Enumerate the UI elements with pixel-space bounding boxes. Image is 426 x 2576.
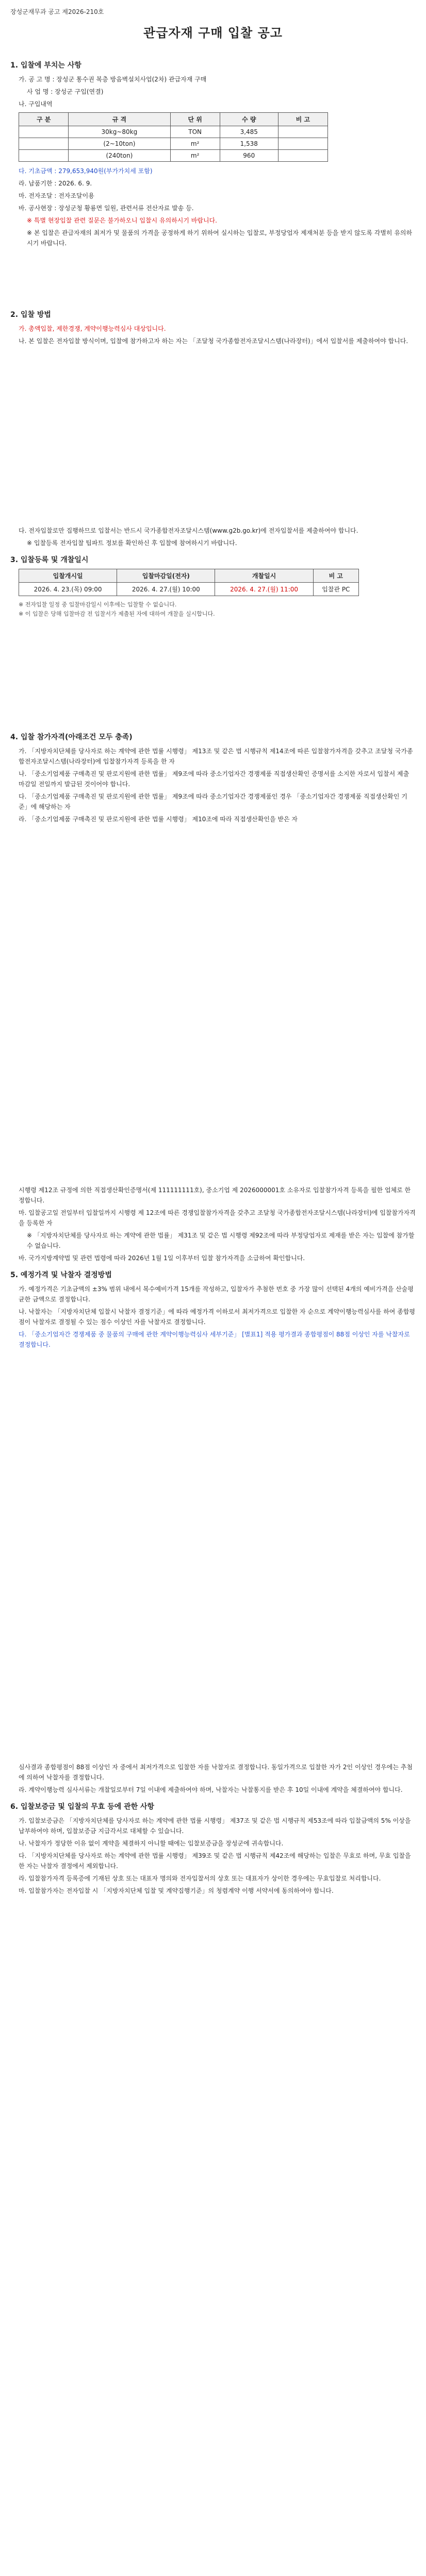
qualification-c: 다. 「중소기업제품 구매촉진 및 판로지원에 관한 법률」 제9조에 따라 중소기업자간 경쟁제품인 경우 「중소기업자간 경쟁제품 직접생산확인 기준」에 해당하는 자 bbox=[19, 793, 407, 810]
project-name: 사 업 명 : 장성군 구입(연결) bbox=[27, 88, 104, 95]
page-title: 관급자재 구매 입찰 공고 bbox=[143, 26, 283, 40]
purchase-table bbox=[19, 112, 328, 162]
notice-name: 가. 공 고 명 : 장성군 통수권 복층 방음벽설치사업(2차) 관급자재 구매 bbox=[19, 76, 207, 83]
contract-deadline: 라. 계약이행능력 심사서류는 개찰일로부터 7일 이내에 제출하여야 하며, 낙찰자는 낙찰통지를 받은 후 10일 이내에 계약을 체결하여야 합니다. bbox=[19, 1786, 403, 1793]
bid-method: 나. 본 입찰은 전자입찰 방식이며, 입찰에 참가하고자 하는 자는 「조달청 국가종합전자조달시스템(나라장터)」에서 입찰서를 제출하여야 합니다. bbox=[19, 337, 408, 345]
section-4 bbox=[10, 732, 416, 826]
section-2-heading: 2. 입찰 방법 bbox=[10, 311, 51, 319]
delivery-deadline: 라. 납품기한 : 2026. 6. 9. bbox=[19, 180, 92, 187]
purchase-detail-label: 나. 구입내역 bbox=[19, 100, 53, 108]
evaluation-standard: 다. 「중소기업자간 경쟁제품 중 물품의 구매에 관한 계약이행능력심사 세부기준」 [별표1] 적용 평가결과 종합평점이 88점 이상인 자를 낙찰자로 결정합니다. bbox=[19, 1331, 410, 1348]
qualification-f: 바. 국가지방계약법 및 관련 법령에 따라 2026년 1월 1일 이후부터 입찰 참가자격을 소급하여 확인합니다. bbox=[19, 1255, 305, 1262]
notice-note: ※ 본 입찰은 관급자재의 최저가 및 물품의 가격을 공정하게 하기 위하여 실시하는 입찰로, 부정당업자 제재처분 등을 받지 않도록 각별히 유의하시기 바랍니다. bbox=[27, 229, 413, 247]
table-row: 30kg~80kg TON 3,485 bbox=[19, 126, 328, 138]
schedule-note-1: ※ 전자입찰 일정 중 입찰마감일시 이후에는 입찰할 수 없습니다. bbox=[19, 601, 177, 608]
section-1 bbox=[10, 60, 416, 250]
col-header: 수 량 bbox=[220, 113, 278, 126]
invalid-name: 라. 입찰참가자격 등록증에 기재된 상호 또는 대표자 명의와 전자입찰서의 상호 또는 대표자가 상이한 경우에는 무효입찰로 처리합니다. bbox=[19, 1875, 381, 1882]
qualification-b: 나. 「중소기업제품 구매촉진 및 판로지원에 관한 법률」 제9조에 따라 중소기업자간 경쟁제품 직접생산확인 증명서를 소지한 자로서 입찰서 제출 마감일 전일까지 발급된 것이어야 합니다. bbox=[19, 770, 409, 788]
e-procurement: 마. 전자조달 : 전자조달이용 bbox=[19, 192, 94, 199]
base-amount: 다. 기초금액 : 279,653,940원(부가가치세 포함) bbox=[19, 167, 153, 175]
section-2 bbox=[10, 309, 416, 348]
bid-bond: 가. 입찰보증금은 「지방자치단체를 당사자로 하는 계약에 관한 법률 시행령」 제37조 및 같은 법 시행규칙 제53조에 따라 입찰금액의 5% 이상을 납부하여야 하며, 입찰보증금 지급각서로 대체할 수 있습니다. bbox=[19, 1817, 411, 1835]
warning-note: ※ 특별 현장입찰 관련 질문은 불가하오니 입찰시 유의하시기 바랍니다. bbox=[27, 217, 217, 224]
qualification-d: 라. 「중소기업제품 구매촉진 및 판로지원에 관한 법률 시행령」 제10조에 따라 직접생산확인을 받은 자 bbox=[19, 816, 298, 823]
evaluation-result: 심사결과 종합평점이 88점 이상인 자 중에서 최저가격으로 입찰한 자를 낙찰자로 결정합니다. 동일가격으로 입찰한 자가 2인 이상인 경우에는 추첨에 의하여 낙찰자를 결정합니다. bbox=[19, 1764, 413, 1781]
section-5 bbox=[10, 1185, 416, 1352]
schedule-table: 입찰개시일 입찰마감일(전자) 개찰일시 비 고 2026. 4. 23.(목) 09:00 2026. 4. 27.(월) 10:00 2026. 4. 27.(월) 11:00 입찰관 PC bbox=[19, 569, 359, 596]
invalid-bid: 다. 「지방자치단체를 당사자로 하는 계약에 관한 법률 시행령」 제39조 및 같은 법 시행규칙 제42조에 해당하는 입찰은 무효로 하며, 무효 입찰을 한 자는 낙찰자 결정에서 제외합니다. bbox=[19, 1852, 411, 1870]
col-header: 단 위 bbox=[170, 113, 220, 126]
section-3-heading: 3. 입찰등록 및 개찰일시 bbox=[10, 556, 89, 564]
site-info: 바. 공사현장 : 장성군청 황룡면 일원, 관련서류 전산자료 발송 등. bbox=[19, 205, 194, 212]
section-1-heading: 1. 입찰에 부치는 사항 bbox=[10, 61, 81, 70]
section-4-heading: 4. 입찰 참가자격(아래조건 모두 충족) bbox=[10, 733, 133, 741]
qualification-a: 가. 「지방자치단체를 당사자로 하는 계약에 관한 법률 시행령」 제13조 및 같은 법 시행규칙 제14조에 따른 입찰참가자격을 갖추고 조달청 국가종합전자조달시스템(나라장터)에 입찰참가자격 등록을 한 자 bbox=[19, 748, 413, 765]
e-bid-subnote: ※ 입찰등록 전자입찰 팁파트 정보를 확인하신 후 입찰에 참여하시기 바랍니다. bbox=[27, 539, 237, 547]
section-6-heading: 6. 입찰보증금 및 입찰의 무효 등에 관한 사항 bbox=[10, 1803, 155, 1811]
bond-forfeit: 나. 낙찰자가 정당한 이유 없이 계약을 체결하지 아니할 때에는 입찰보증금을 장성군에 귀속합니다. bbox=[19, 1840, 284, 1847]
qualification-e: 마. 입찰공고일 전일부터 입찰일까지 시행령 제 12조에 따른 경쟁입찰참가자격을 갖추고 조달청 국가종합전자조달시스템(나라장터)에 입찰참가자격을 등록한 자 bbox=[19, 1209, 416, 1227]
table-row: 2026. 4. 23.(목) 09:00 2026. 4. 27.(월) 10:00 2026. 4. 27.(월) 11:00 입찰관 PC bbox=[19, 583, 359, 596]
price-method: 가. 예정가격은 기초금액의 ±3% 범위 내에서 복수예비가격 15개를 작성하고, 입찰자가 추첨한 번호 중 가장 많이 선택된 4개의 예비가격을 산술평균한 금액으로 결정합니다. bbox=[19, 1285, 414, 1303]
table-row: (240ton) m² 960 bbox=[19, 150, 328, 162]
col-header: 구 분 bbox=[19, 113, 69, 126]
notice-page bbox=[10, 0, 416, 2576]
section-6 bbox=[10, 1762, 416, 1898]
section-5-heading: 5. 예정가격 및 낙찰자 결정방법 bbox=[10, 1271, 112, 1279]
section-3 bbox=[10, 526, 416, 619]
col-header: 규 격 bbox=[69, 113, 170, 126]
sanction-note: ※ 「지방자치단체를 당사자로 하는 계약에 관한 법률」 제31조 및 같은 법 시행령 제92조에 따라 부정당업자로 제재를 받은 자는 입찰에 참가할 수 없습니다. bbox=[27, 1232, 415, 1249]
col-header: 비 고 bbox=[278, 113, 327, 126]
notice-number: 장성군재무과 공고 제2026-210호 bbox=[10, 8, 104, 15]
schedule-note-2: ※ 이 입찰은 당해 입찰마감 전 입찰서가 제출된 자에 대하여 개찰을 실시합니다. bbox=[19, 611, 215, 617]
e-bid-note: 다. 전자입찰로만 집행하므로 입찰서는 반드시 국가종합전자조달시스템(www.g2b.go.kr)에 전자입찰서를 제출하여야 합니다. bbox=[19, 527, 358, 534]
production-cert: 시행령 제12조 규정에 의한 직접생산확인증명서(제 111111111호), 중소기업 제 2026000001호 소유자로 입찰참가자격 등록을 필한 업체로 한정합니다. bbox=[19, 1187, 411, 1204]
table-row: (2~10ton) m² 1,538 bbox=[19, 138, 328, 150]
integrity-pledge: 마. 입찰참가자는 전자입찰 시 「지방자치단체 입찰 및 계약집행기준」의 청렴계약 이행 서약서에 동의하여야 합니다. bbox=[19, 1887, 334, 1894]
bid-type: 가. 총액입찰, 제한경쟁, 계약이행능력심사 대상입니다. bbox=[19, 325, 166, 332]
winner-method: 나. 낙찰자는 「지방자치단체 입찰시 낙찰자 결정기준」에 따라 예정가격 이하로서 최저가격으로 입찰한 자 순으로 계약이행능력심사를 하여 종합평점이 낙찰자로 결정될 수 있는 점수 이상인 자를 낙찰자로 결정합니다. bbox=[19, 1308, 415, 1326]
